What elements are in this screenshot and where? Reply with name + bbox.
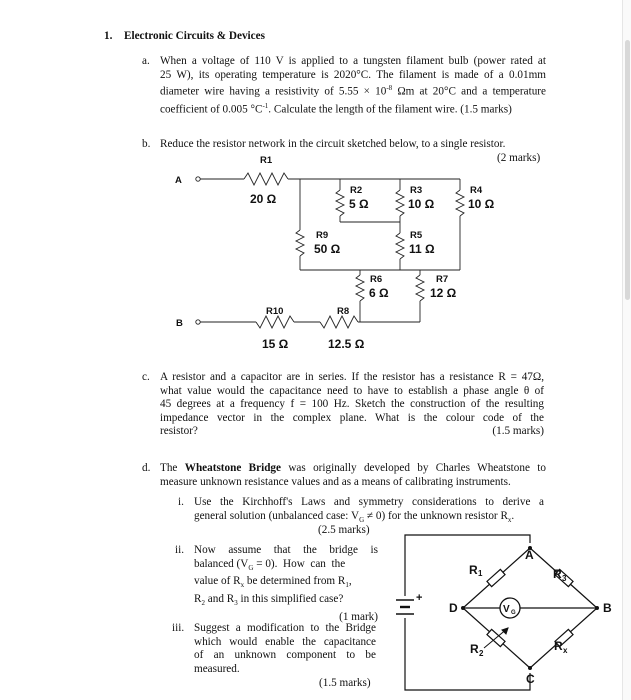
part-c-line-4: impedance vector in the complex plane. What is the colour code of the xyxy=(160,411,544,424)
sub-ii-marks: (1 mark) xyxy=(339,611,378,624)
question-title: Electronic Circuits & Devices xyxy=(124,30,265,42)
part-c-line-1: A resistor and a capacitor are in series. If the resistor has a resistance R = 47Ω, xyxy=(160,371,544,383)
sub-iii-marks: (1.5 marks) xyxy=(319,677,371,689)
r3-subscript: 3 xyxy=(234,599,238,608)
sub-ii-line-2-rest: = 0). How can the xyxy=(253,557,346,570)
r3-label: R xyxy=(553,567,562,581)
r2-subscript: 2 xyxy=(201,599,205,608)
node-c-label: C xyxy=(526,672,535,686)
terminal-b-label: B xyxy=(176,318,183,329)
part-b-letter: b. xyxy=(142,138,151,150)
r8-value: 12.5 Ω xyxy=(328,337,365,351)
sub-ii-num: ii. xyxy=(175,544,185,556)
part-a-line-3-rest: Ωm at 20°C and a temperature xyxy=(392,85,546,98)
part-d-intro-bold: Wheatstone Bridge xyxy=(184,462,281,474)
r4-value: 10 Ω xyxy=(468,197,495,211)
part-b-text: Reduce the resistor network in the circuit sketched below, to a single resistor. xyxy=(160,138,506,150)
sub-iii-line-3: of an unknown component to be xyxy=(194,649,376,662)
question-number: 1. xyxy=(104,30,113,42)
r4-name: R4 xyxy=(470,185,483,196)
r1-name: R1 xyxy=(260,155,273,166)
sub-i-line-1: Use the Kirchhoff's Laws and symmetry considerations to derive a xyxy=(194,496,544,508)
scrollbar-track[interactable] xyxy=(622,0,631,700)
part-b-marks: (2 marks) xyxy=(497,152,541,164)
node-b-dot xyxy=(595,606,599,610)
r1-subscript-label: 1 xyxy=(478,569,483,578)
sub-i-line-2-start: general solution (unbalanced case: V xyxy=(194,509,360,522)
battery-plus-sign: + xyxy=(416,592,423,604)
r7-name: R7 xyxy=(436,274,449,285)
r2-value: 5 Ω xyxy=(349,197,369,211)
part-a-line-2: 25 W), its operating temperature is 2020°C. The filament is made of a 0.01mm xyxy=(160,68,546,81)
scrollbar-thumb[interactable] xyxy=(625,40,630,300)
sub-ii-line-3-start: value of R xyxy=(194,575,241,588)
vg-subscript: G xyxy=(359,515,365,524)
sub-iii-line-1: Suggest a modification to the Bridge xyxy=(194,622,376,634)
node-a-label: A xyxy=(525,548,534,562)
part-a-line-3-start: diameter wire having a resistivity of 5.55 × 10 xyxy=(160,85,387,98)
sub-i-marks: (2.5 marks) xyxy=(318,524,370,536)
r5-name: R5 xyxy=(410,230,423,241)
sub-ii-line-4-start: R xyxy=(194,593,202,606)
r3-subscript-label: 3 xyxy=(562,574,567,583)
sub-i-num: i. xyxy=(178,496,184,508)
r2-label: R xyxy=(470,642,479,656)
r10-name: R10 xyxy=(266,306,284,317)
r1-label: R xyxy=(469,563,478,577)
inverse-exponent: -1 xyxy=(262,101,269,110)
node-c-dot xyxy=(528,666,532,670)
sub-ii-line-1: Now assume that the bridge is xyxy=(194,544,378,556)
part-a-line-4-start: coefficient of 0.005 °C xyxy=(160,103,263,116)
r2-name: R2 xyxy=(350,185,363,196)
sub-i-line-2-end: . xyxy=(511,509,515,522)
part-a-line-1: When a voltage of 110 V is applied to a tungsten filament bulb (power rated at xyxy=(160,55,546,67)
sub-ii-line-2-start: balanced (V xyxy=(194,557,249,570)
node-d-label: D xyxy=(449,601,458,615)
part-d-intro-post: was originally developed by Charles Wheatstone to xyxy=(280,462,546,474)
r5-value: 11 Ω xyxy=(409,242,435,256)
meter-subscript: G xyxy=(511,610,516,616)
rx-subscript-2: x xyxy=(240,581,245,590)
part-d-line-2: measure unknown resistance values and as a means of calibrating instruments. xyxy=(160,475,511,488)
rx-label: R xyxy=(554,639,563,653)
r8-name: R8 xyxy=(337,306,350,317)
sub-iii-line-4: measured. xyxy=(194,662,240,675)
part-a-line-4-rest: . Calculate the length of the filament wire. (1.5 marks) xyxy=(268,103,512,116)
part-c-line-3: 45 degrees at a frequency f = 100 Hz. Sketch the construction of the resulting xyxy=(160,398,544,411)
meter-label: V xyxy=(503,604,510,615)
r6-value: 6 Ω xyxy=(369,286,389,300)
r9-value: 50 Ω xyxy=(314,242,341,256)
sub-ii-line-3-end: , xyxy=(348,575,352,588)
terminal-a-label: A xyxy=(175,175,182,186)
r3-name: R3 xyxy=(410,185,423,196)
r7-value: 12 Ω xyxy=(430,286,457,300)
r9-name: R9 xyxy=(316,230,329,241)
rx-subscript: x xyxy=(507,515,512,524)
sub-iii-num: iii. xyxy=(172,622,185,634)
r1-subscript: 1 xyxy=(345,581,349,590)
r3-value: 10 Ω xyxy=(408,197,435,211)
part-c-line-2: what value would the capacitance need to have to establish a phase angle θ of xyxy=(160,384,544,397)
part-c-last-line: resistor? xyxy=(160,425,198,438)
r10-value: 15 Ω xyxy=(262,337,289,351)
sub-ii-line-4-end: in this simplified case? xyxy=(237,593,344,606)
vg-subscript-2: G xyxy=(248,563,254,572)
r1-box xyxy=(487,569,505,586)
sub-iii-line-2: which would enable the capacitance xyxy=(194,635,376,648)
part-c-marks: (1.5 marks) xyxy=(492,425,544,438)
rx-subscript-label: x xyxy=(563,646,568,655)
sub-ii-line-3-rest: be determined from R xyxy=(244,575,346,588)
node-b-label: B xyxy=(603,601,612,615)
part-d-letter: d. xyxy=(142,462,151,474)
r2-subscript-label: 2 xyxy=(479,649,484,658)
sub-i-line-2-rest: ≠ 0) for the unknown resistor R xyxy=(364,509,508,522)
part-d-intro-pre: The xyxy=(160,462,185,474)
node-d-dot xyxy=(461,606,465,610)
r1-value: 20 Ω xyxy=(250,192,277,206)
part-a-letter: a. xyxy=(142,55,150,67)
exponent: -8 xyxy=(386,84,393,93)
part-c-letter: c. xyxy=(142,371,150,383)
r6-name: R6 xyxy=(370,274,383,285)
sub-ii-line-4-rest: and R xyxy=(204,593,235,606)
